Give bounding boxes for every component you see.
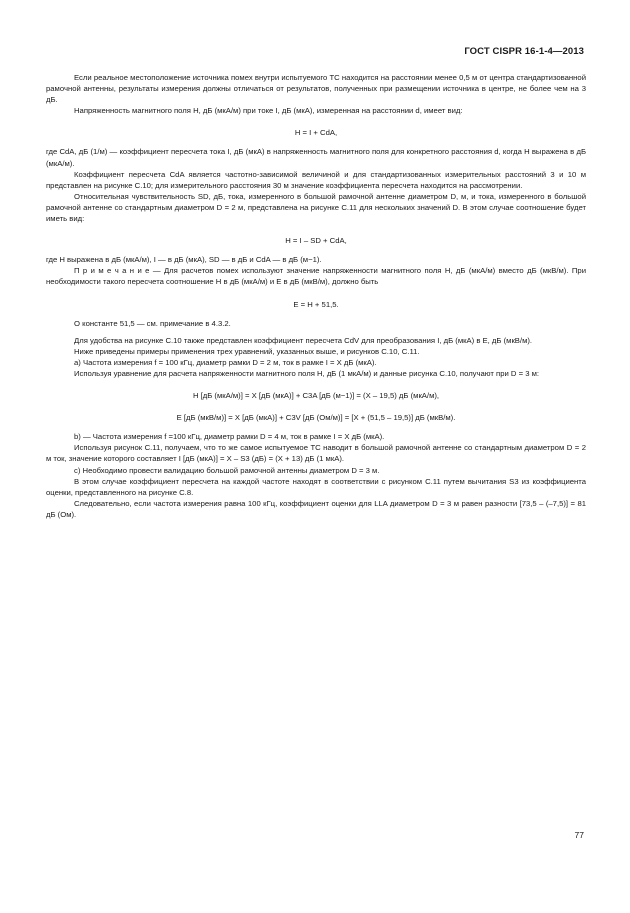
- paragraph: Относительная чувствительность SD, дБ, тока, измеренного в большой рамочной антенне диаметром D, м, и тока, измеренного в большой рамочной антенне со стандартным диаметром D = 2 м, представлена на рисунке С.11 для нескольких значений D. В этом случае соотношение будет иметь вид:: [46, 191, 586, 224]
- document-body: [46, 72, 586, 520]
- note-text: Для расчетов помех используют значение напряженности магнитного поля H, дБ (мкА/м) вместо дБ (мкВ/м). При необходимости такого пересчета соотношение H в дБ (мкА/м) и E в дБ (мкВ/м), должно быть: [46, 266, 587, 287]
- paragraph: Используя рисунок С.11, получаем, что то же самое испытуемое ТС наводит в большой рамочной антенне со стандартным диаметром D = 2 м ток, значение которого составляет I [дБ (мкА)] = X – S3 (дБ) = (X + 13) дБ (1 мкА).: [46, 443, 586, 464]
- note: [46, 265, 586, 287]
- formula: H = I + CdA,: [294, 128, 338, 138]
- formula: E = H + 51,5.: [293, 299, 339, 309]
- paragraph: Используя уравнение для расчета напряженности магнитного поля H, дБ (1 мкА/м) и данные рисунка С.10, получают при D = 3 м:: [74, 368, 540, 378]
- document-header: ГОСТ CISPR 16-1-4—2013: [464, 46, 584, 57]
- paragraph: Напряженность магнитного поля H, дБ (мкА/м) при токе I, дБ (мкА), измеренная на расстоянии d, имеет вид:: [74, 106, 463, 116]
- paragraph: В этом случае коэффициент пересчета на каждой частоте находят в соответствии с рисунком С.11 путем вычитания S3 из коэффициента оценки, представленного на рисунке С.8.: [46, 476, 586, 497]
- paragraph: Следовательно, если частота измерения равна 100 кГц, коэффициент оценки для LLA диаметром D = 3 м равен разности [73,5 – (–7,5)] = 81 дБ (Ом).: [46, 498, 586, 519]
- paragraph: где H выражена в дБ (мкА/м), I — в дБ (мкА), SD — в дБ и CdA — в дБ (м−1).: [46, 255, 322, 265]
- formula: H = I – SD + CdA,: [285, 236, 347, 246]
- paragraph: Коэффициент пересчета CdA является частотно-зависимой величиной и для стандартизованных измерительных расстояний 3 и 10 м представлен на рисунке С.10; для измерительного расстояния 30 м значение коэффициента пересчета находится на рассмотрении.: [46, 169, 586, 190]
- page-number: 77: [574, 830, 584, 840]
- paragraph: О константе 51,5 — см. примечание в 4.3.2.: [74, 318, 231, 328]
- paragraph: с) Необходимо провести валидацию большой рамочной антенны диаметром D = 3 м.: [74, 465, 380, 475]
- paragraph: Если реальное местоположение источника помех внутри испытуемого ТС находится на расстоянии менее 0,5 м от центра стандартизованной рамочной антенны, результаты измерения должны отличаться от результатов, полученных при размещении источника в центре, не более чем на 3 дБ.: [46, 73, 586, 105]
- paragraph: а) Частота измерения f = 100 кГц, диаметр рамки D = 2 м, ток в рамке I = X дБ (мкА).: [74, 357, 377, 367]
- formula: H [дБ (мкА/м)] = X [дБ (мкА)] + C3A [дБ (м−1)] = (X – 19,5) дБ (мкА/м),: [192, 391, 440, 401]
- formula: E [дБ (мкВ/м)] = X [дБ (мкА)] + C3V [дБ (Ом/м)] = [X + (51,5 – 19,5)] дБ (мкВ/м).: [176, 413, 456, 423]
- paragraph: Ниже приведены примеры применения трех уравнений, указанных выше, и рисунков С.10, С.11.: [74, 346, 420, 356]
- paragraph: b) — Частота измерения f =100 кГц, диаметр рамки D = 4 м, ток в рамке I = X дБ (мкА).: [74, 432, 385, 442]
- paragraph: Для удобства на рисунке С.10 также представлен коэффициент пересчета CdV для преобразования I, дБ (мкА) в E, дБ (мкВ/м).: [74, 335, 533, 345]
- paragraph: где CdA, дБ (1/м) — коэффициент пересчета тока I, дБ (мкА) в напряженность магнитного поля для конкретного расстояния d, когда H выражена в дБ (мкА/м).: [46, 147, 586, 168]
- note-lead: П р и м е ч а н и е —: [74, 266, 161, 276]
